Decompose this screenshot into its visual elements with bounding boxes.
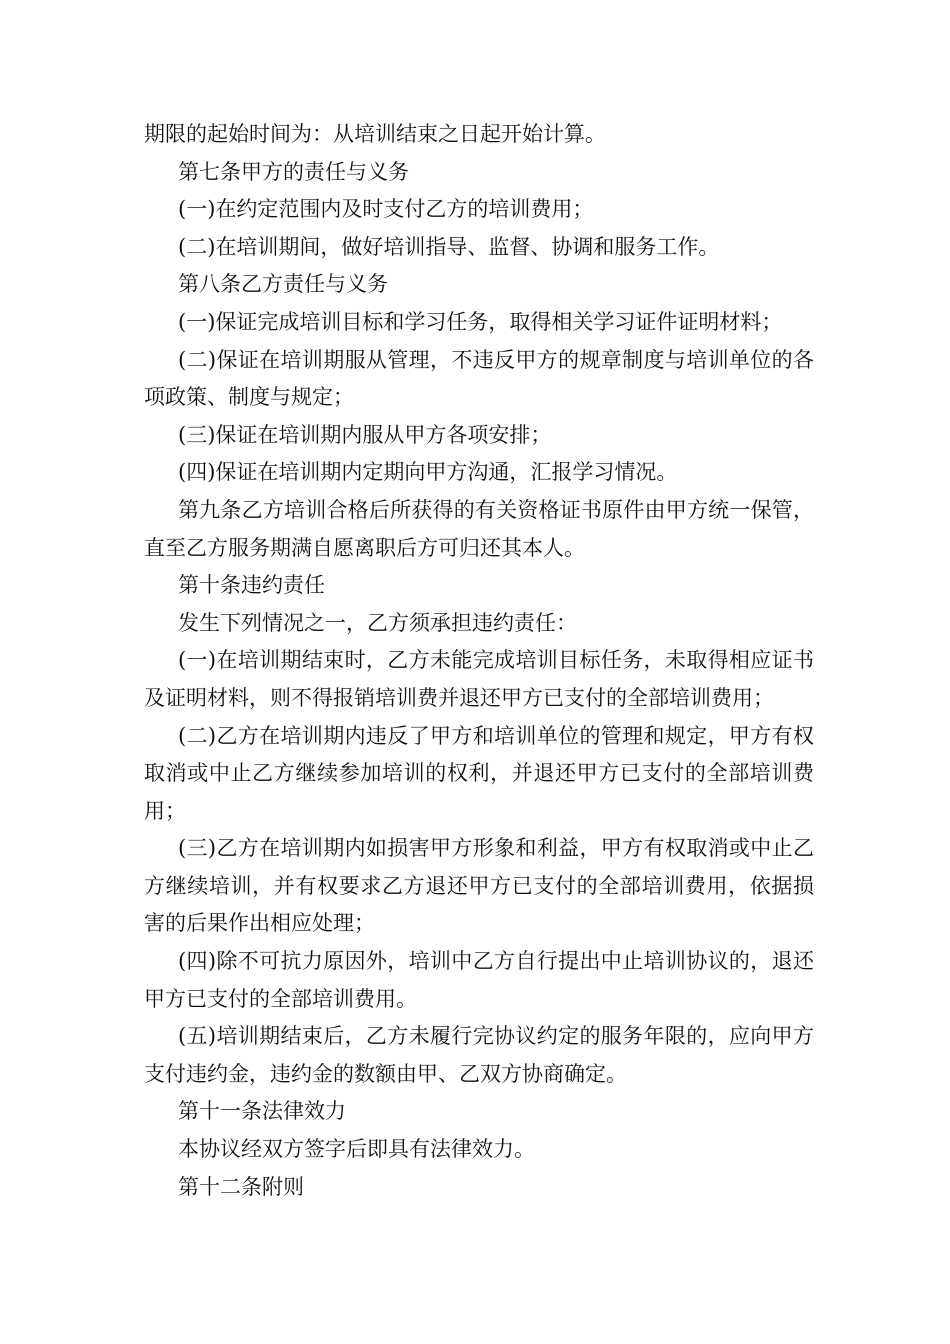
heading-article-7: 第七条甲方的责任与义务 <box>178 159 409 184</box>
paragraph-term-start: 期限的起始时间为：从培训结束之日起开始计算。 <box>144 122 606 146</box>
paragraph-article-7-item-1: (一)在约定范围内及时支付乙方的培训费用； <box>178 197 594 222</box>
paragraph-article-10-item-4: (四)除不可抗力原因外，培训中乙方自行提出中止培训协议的，退还甲方已支付的全部培训费用。 <box>144 949 814 1011</box>
paragraph-article-8-item-1: (一)保证完成培训目标和学习任务，取得相关学习证件证明材料； <box>178 309 783 334</box>
paragraph-article-10-item-3: (三)乙方在培训期内如损害甲方形象和利益，甲方有权取消或中止乙方继续培训，并有权要求乙方退还甲方已支付的全部培训费用，依据损害的后果作出相应处理； <box>144 836 814 936</box>
paragraph-article-9: 第九条乙方培训合格后所获得的有关资格证书原件由甲方统一保管，直至乙方服务期满自愿离职后方可归还其本人。 <box>144 497 814 560</box>
paragraph-article-8-item-2: (二)保证在培训期服从管理，不违反甲方的规章制度与培训单位的各项政策、制度与规定； <box>144 347 814 410</box>
heading-article-8: 第八条乙方责任与义务 <box>178 272 388 297</box>
heading-article-11: 第十一条法律效力 <box>178 1099 346 1124</box>
paragraph-article-8-item-3: (三)保证在培训期内服从甲方各项安排； <box>178 422 552 447</box>
paragraph-article-10-item-2: (二)乙方在培训期内违反了甲方和培训单位的管理和规定，甲方有权取消或中止乙方继续参加培训的权利，并退还甲方已支付的全部培训费用； <box>144 723 814 823</box>
heading-article-10: 第十条违约责任 <box>178 573 325 598</box>
paragraph-article-10-intro: 发生下列情况之一，乙方须承担违约责任： <box>178 610 577 635</box>
paragraph-article-8-item-4: (四)保证在培训期内定期向甲方沟通，汇报学习情况。 <box>178 460 678 485</box>
heading-article-12: 第十二条附则 <box>178 1174 304 1199</box>
document-body <box>144 116 814 1206</box>
paragraph-article-10-item-5: (五)培训期结束后，乙方未履行完协议约定的服务年限的，应向甲方支付违约金，违约金的数额由甲、乙双方协商确定。 <box>144 1024 814 1086</box>
paragraph-article-11: 本协议经双方签字后即具有法律效力。 <box>178 1137 535 1162</box>
paragraph-article-7-item-2: (二)在培训期间，做好培训指导、监督、协调和服务工作。 <box>178 234 720 259</box>
paragraph-article-10-item-1: (一)在培训期结束时，乙方未能完成培训目标任务，未取得相应证书及证明材料，则不得报销培训费并退还甲方已支付的全部培训费用； <box>144 648 814 710</box>
